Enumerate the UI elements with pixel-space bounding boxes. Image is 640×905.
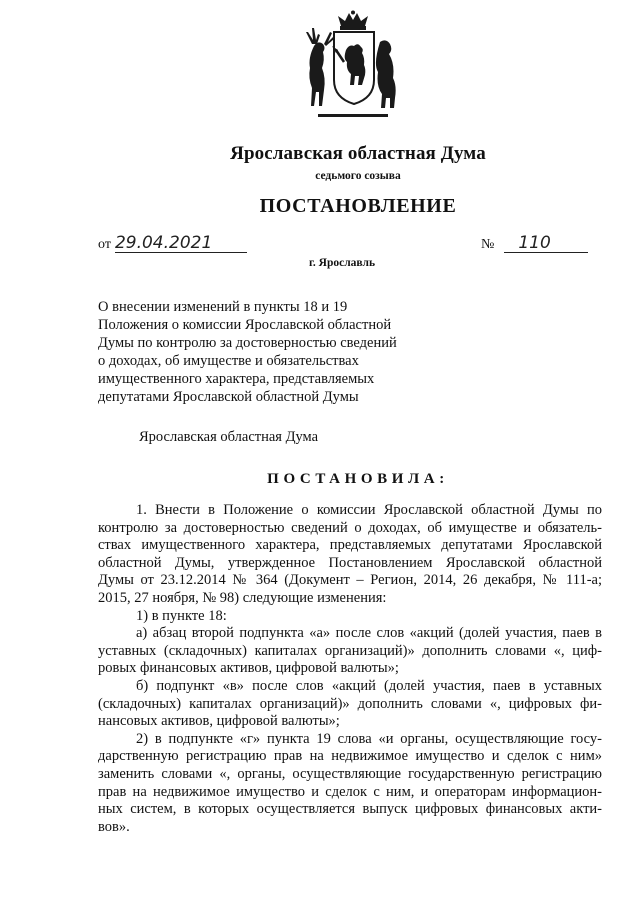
subject-line: имущественного характера, представляемых (98, 371, 375, 387)
body-line: прав на недвижимое имущество и сделок с ним, и операторам информацион- (98, 783, 602, 800)
body-line: уставных (складочных) капиталах организаций)» дополнить словами «, циф- (98, 642, 602, 659)
organization-name: Ярославская областная Дума (230, 143, 486, 164)
city-label: г. Ярославль (309, 257, 376, 269)
date-prefix: от (98, 237, 111, 252)
body-line: контролю за достоверностью сведений о доходах, об имуществе и обязатель- (98, 519, 602, 536)
body-line: дарственную регистрацию прав на недвижимое имущество и сделок с ним» (98, 748, 602, 765)
body-line: 2015, 27 ноября, № 98) следующие изменения: (98, 589, 387, 606)
body-line: нансовых активов, цифровой валюты»; (98, 713, 340, 730)
document-type: ПОСТАНОВЛЕНИЕ (259, 195, 457, 217)
body-line: вов». (98, 818, 130, 835)
body-line: 2) в подпункте «г» пункта 19 слова «и органы, осуществляющие госу- (136, 730, 602, 747)
body-line: ровых финансовых активов, цифровой валюты»; (98, 660, 399, 677)
body-line: 1. Внести в Положение о комиссии Ярославской областной Думы по (136, 502, 602, 518)
body-line: 1) в пункте 18: (136, 607, 227, 624)
body-line: заменить словами «, органы, осуществляющие государственную регистрацию (98, 765, 602, 782)
subject-line: Думы по контролю за достоверностью сведений (98, 335, 397, 351)
coat-of-arms-icon (296, 10, 408, 120)
preamble: Ярославская областная Дума (139, 429, 319, 445)
body-line: ных систем, в которых осуществляется выпуск цифровых финансовых акти- (98, 801, 602, 818)
body-line: ствах имущественного характера, представляемых депутатами Ярославской (98, 537, 602, 554)
date-value: 29.04.2021 (115, 234, 247, 253)
body-line: а) абзац второй подпункта «а» после слов «акций (долей участия, паев в (136, 625, 602, 642)
subject-line: О внесении изменений в пункты 18 и 19 (98, 299, 348, 315)
body-line: областной Думы, утвержденное Постановлением Ярославской областной (98, 554, 602, 571)
convocation-label: седьмого созыва (315, 170, 401, 182)
number-value: 110 (504, 234, 588, 253)
body-line: Думы от 23.12.2014 № 364 (Документ – Регион, 2014, 26 декабря, № 111-а; (98, 572, 602, 589)
number-field (481, 234, 588, 253)
date-field (98, 234, 247, 253)
subject-line: Положения о комиссии Ярославской областной (98, 317, 392, 333)
document-body (98, 502, 602, 836)
body-line: (складочных) капиталах организаций)» дополнить словами «, цифровых фи- (98, 695, 602, 712)
body-line: б) подпункт «в» после слов «акций (долей участия, паев в уставных (136, 677, 602, 694)
subject-line: о доходах, об имуществе и обязательствах (98, 353, 359, 369)
subject-line: депутатами Ярославской областной Думы (98, 389, 359, 405)
resolution-heading: ПОСТАНОВИЛА: (267, 471, 449, 487)
number-prefix: № (481, 237, 495, 252)
document-subject (98, 298, 428, 406)
